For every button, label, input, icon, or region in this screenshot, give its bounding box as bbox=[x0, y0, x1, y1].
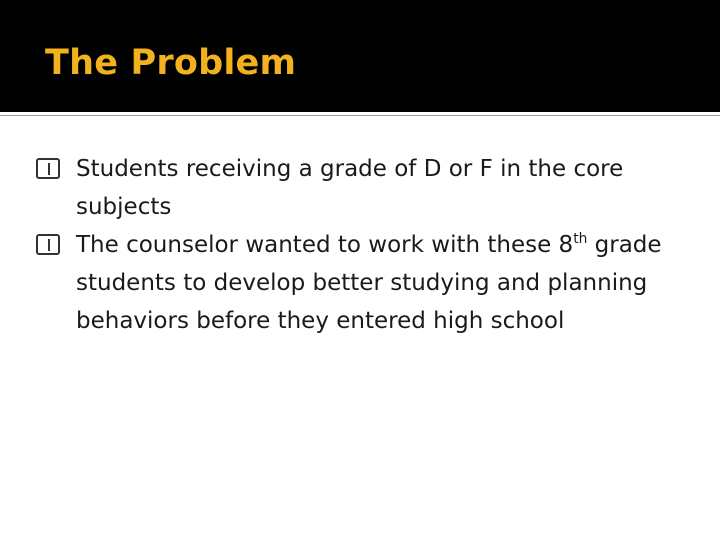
bullet-list bbox=[36, 150, 676, 340]
bullet-item-2 bbox=[36, 226, 676, 340]
slide-title: The Problem bbox=[45, 43, 297, 83]
missing-glyph-box-icon bbox=[36, 234, 60, 255]
title-divider bbox=[0, 115, 720, 116]
ordinal-superscript: th bbox=[573, 231, 588, 248]
missing-glyph-box-icon bbox=[36, 158, 60, 179]
title-bar bbox=[0, 0, 720, 112]
bullet-text-2-after: grade students to develop better studying and planning behaviors before they entered high school bbox=[76, 232, 662, 334]
bullet-text-1: Students receiving a grade of D or F in the core subjects bbox=[76, 156, 624, 220]
bullet-text-2-before: The counselor wanted to work with these 8 bbox=[76, 232, 574, 258]
bullet-item-1 bbox=[36, 150, 676, 226]
